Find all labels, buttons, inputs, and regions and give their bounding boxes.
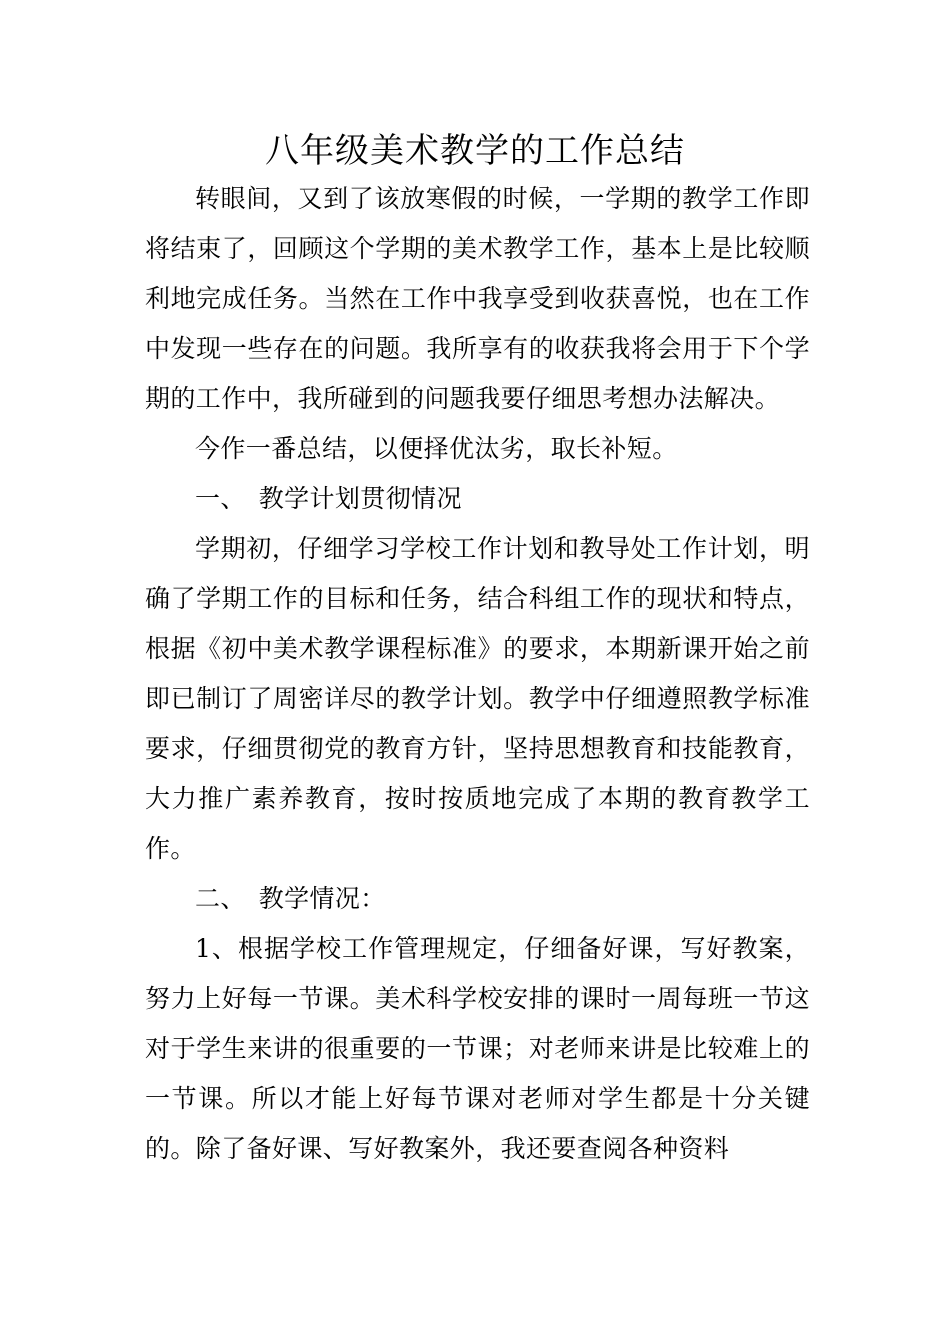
paragraph-teaching-1: 1、根据学校工作管理规定，仔细备好课，写好教案，努力上好每一节课。美术科学校安排的课时一周每班一节这对于学生来讲的很重要的一节课；对老师来讲是比较难上的一节课。所以才能上好每节课对老师对学生都是十分关键的。除了备好课、写好教案外，我还要查阅各种资料 [145,934,810,1163]
paragraph-intro: 转眼间，又到了该放寒假的时候，一学期的教学工作即将结束了，回顾这个学期的美术教学工作，基本上是比较顺利地完成任务。当然在工作中我享受到收获喜悦，也在工作中发现一些存在的问题。我所享有的收获我将会用于下个学期的工作中，我所碰到的问题我要仔细思考想办法解决。 [145,184,810,413]
paragraph-summary-purpose: 今作一番总结，以便择优汰劣，取长补短。 [195,434,678,463]
section-heading-1: 一、 教学计划贯彻情况 [195,484,462,513]
section-heading-2: 二、 教学情况： [195,884,386,913]
paragraph-plan: 学期初，仔细学习学校工作计划和教导处工作计划，明确了学期工作的目标和任务，结合科组工作的现状和特点，根据《初中美术教学课程标准》的要求，本期新课开始之前即已制订了周密详尽的教学计划。教学中仔细遵照教学标准要求，仔细贯彻党的教育方针，坚持思想教育和技能教育，大力推广素养教育，按时按质地完成了本期的教育教学工作。 [145,534,810,863]
document-title: 八年级美术教学的工作总结 [265,131,685,171]
document-body [145,174,810,1174]
